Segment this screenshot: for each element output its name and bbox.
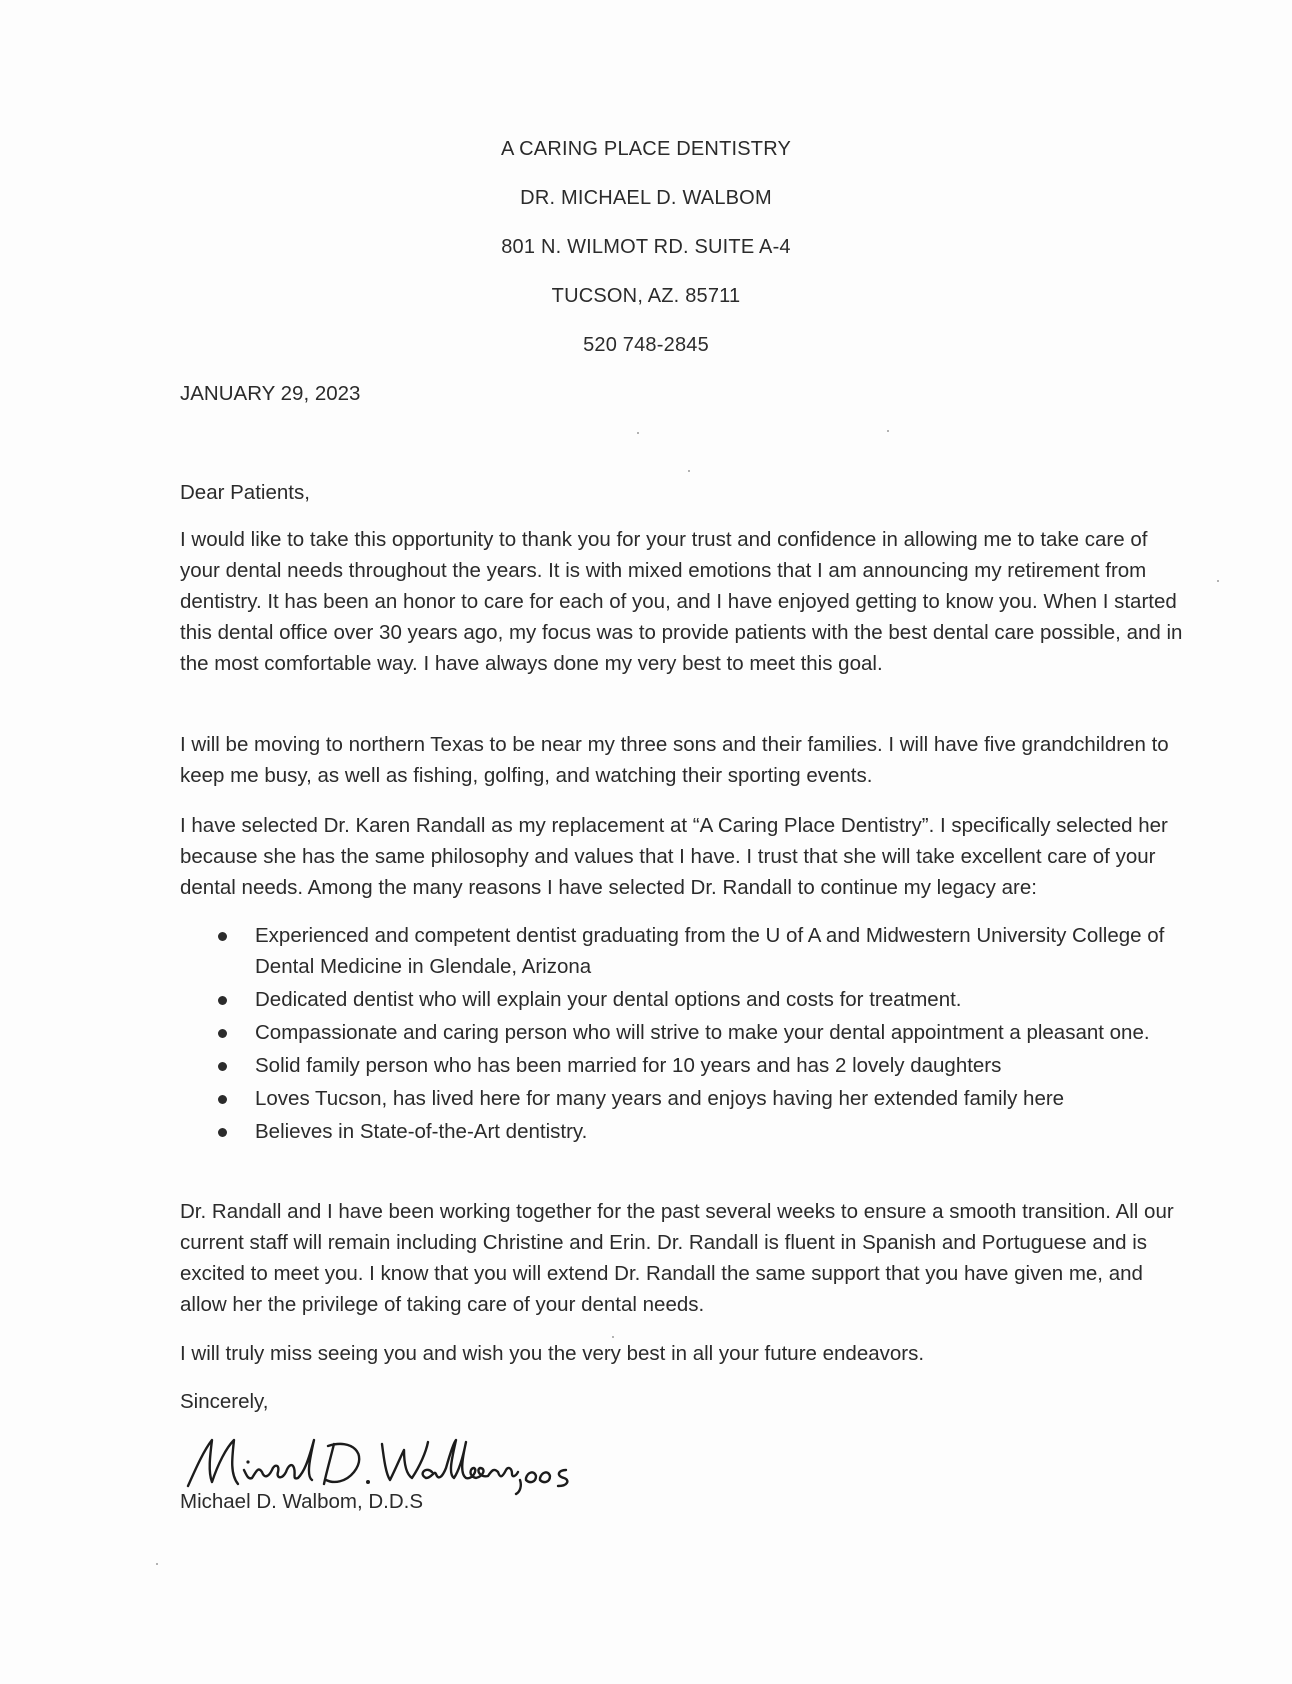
letterhead: [0, 134, 1292, 379]
list-item: [180, 984, 1190, 1015]
list-item: [180, 920, 1190, 982]
reasons-list: [180, 920, 1190, 1149]
city-state-zip: TUCSON, AZ. 85711: [551, 285, 741, 307]
bullet-icon: [218, 1128, 227, 1137]
doctor-name: DR. MICHAEL D. WALBOM: [520, 187, 772, 209]
practice-name: A CARING PLACE DENTISTRY: [500, 138, 792, 160]
list-item-text: Compassionate and caring person who will strive to make your dental appointment a pleasant one.: [255, 1021, 1150, 1044]
list-item-text: Solid family person who has been married for 10 years and has 2 lovely daughters: [255, 1054, 1002, 1077]
closing: Sincerely,: [180, 1390, 269, 1413]
list-item: [180, 1050, 1190, 1081]
scan-speck: [688, 470, 690, 472]
bullet-icon: [218, 932, 227, 941]
paragraph-replacement: I have selected Dr. Karen Randall as my replacement at “A Caring Place Dentistry”. I specifically selected her because she has the same philosophy and values that I have. I trust that she will take excellent care of your dental needs. Among the many reasons I have selected Dr. Randall to continue my legacy are:: [180, 814, 1168, 899]
paragraph-farewell: I will truly miss seeing you and wish you the very best in all your future endeavors.: [180, 1342, 925, 1365]
paragraph-transition: Dr. Randall and I have been working together for the past several weeks to ensure a smooth transition. All our current staff will remain including Christine and Erin. Dr. Randall is fluent in Spanish and Portuguese and is excited to meet you. I know that you will extend Dr. Randall the same support that you have given me, and allow her the privilege of taking care of your dental needs.: [180, 1200, 1174, 1316]
list-item: [180, 1017, 1190, 1048]
list-item-text: Believes in State-of-the-Art dentistry.: [255, 1120, 588, 1143]
scan-speck: [612, 1336, 614, 1338]
list-item-text: Loves Tucson, has lived here for many years and enjoys having her extended family here: [255, 1087, 1065, 1110]
list-item: [180, 1116, 1190, 1147]
scan-speck: [887, 430, 889, 432]
list-item-text: Experienced and competent dentist graduating from the U of A and Midwestern University College of Dental Medicine in Glendale, Arizona: [255, 924, 1165, 978]
paragraph-thanks: I would like to take this opportunity to thank you for your trust and confidence in allowing me to take care of your dental needs throughout the years. It is with mixed emotions that I am announcing my retirement from dentistry. It has been an honor to care for each of you, and I have enjoyed getting to know you. When I started this dental office over 30 years ago, my focus was to provide patients with the best dental care possible, and in the most comfortable way. I have always done my very best to meet this goal.: [180, 528, 1183, 675]
bullet-icon: [218, 996, 227, 1005]
scan-speck: [156, 1563, 158, 1565]
scan-speck: [637, 432, 639, 434]
bullet-icon: [218, 1095, 227, 1104]
signer-name: Michael D. Walbom, D.D.S: [180, 1490, 424, 1513]
scan-speck: [1217, 580, 1219, 582]
phone-number: 520 748-2845: [583, 334, 709, 356]
list-item: [180, 1083, 1190, 1114]
bullet-icon: [218, 1062, 227, 1071]
street-address: 801 N. WILMOT RD. SUITE A-4: [501, 236, 791, 258]
letter-date: JANUARY 29, 2023: [180, 382, 361, 405]
greeting: Dear Patients,: [180, 481, 310, 504]
list-item-text: Dedicated dentist who will explain your dental options and costs for treatment.: [255, 988, 962, 1011]
paragraph-moving: I will be moving to northern Texas to be near my three sons and their families. I will have five grandchildren to keep me busy, as well as fishing, golfing, and watching their sporting events.: [180, 733, 1169, 787]
bullet-icon: [218, 1029, 227, 1038]
